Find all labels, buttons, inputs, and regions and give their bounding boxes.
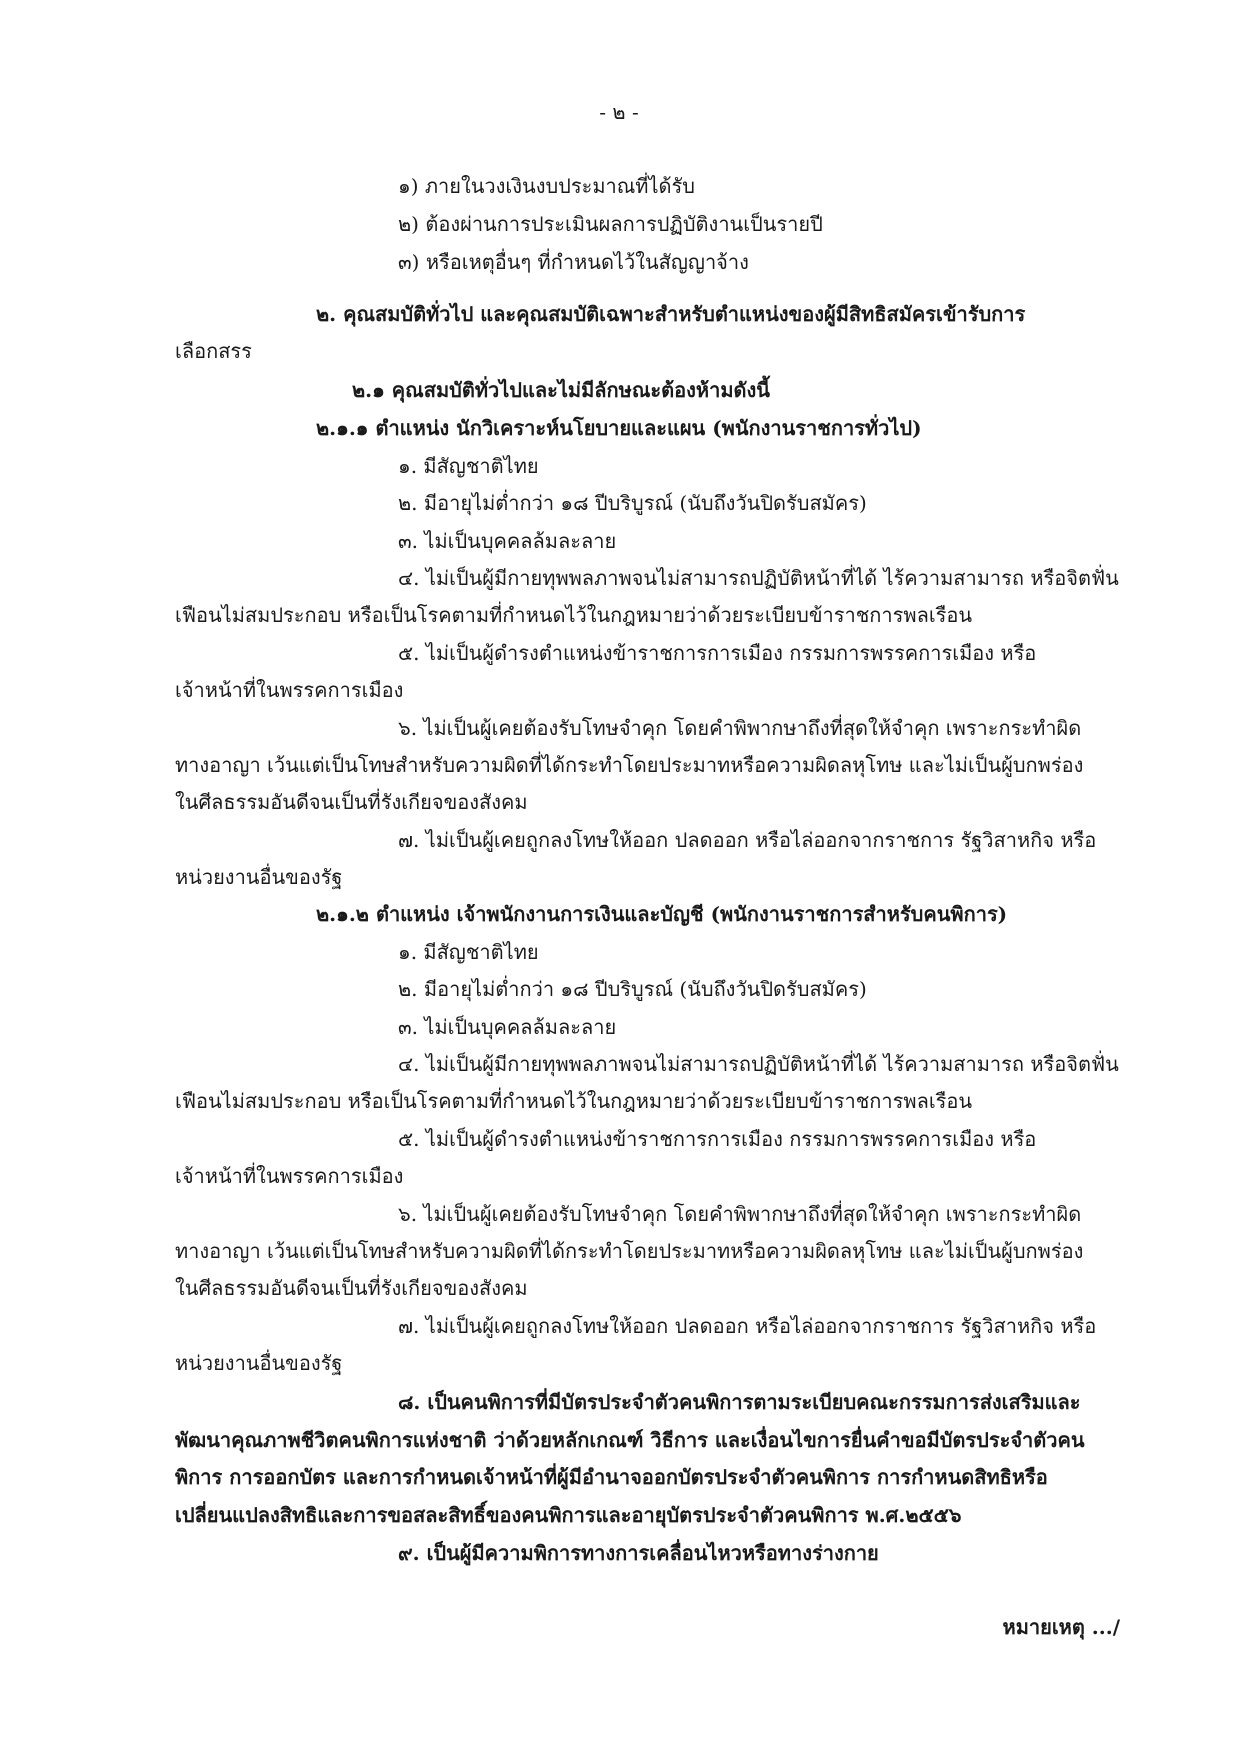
list-item: ๖. ไม่เป็นผู้เคยต้องรับโทษจำคุก โดยคำพิพากษาถึงที่สุดให้จำคุก เพราะกระทำผิด	[398, 1202, 1082, 1226]
list-item: ๗. ไม่เป็นผู้เคยถูกลงโทษให้ออก ปลดออก หรือไล่ออกจากราชการ รัฐวิสาหกิจ หรือ	[398, 1314, 1097, 1338]
paragraph-line: ในศีลธรรมอันดีจนเป็นที่รังเกียจของสังคม	[175, 1276, 528, 1300]
paragraph-line: เจ้าหน้าที่ในพรรคการเมือง	[175, 678, 404, 702]
paragraph-line: หน่วยงานอื่นของรัฐ	[175, 1351, 343, 1375]
list-item: ๓. ไม่เป็นบุคคลล้มละลาย	[398, 529, 617, 553]
list-item: ๔. ไม่เป็นผู้มีกายทุพพลภาพจนไม่สามารถปฏิบัติหน้าที่ได้ ไร้ความสามารถ หรือจิตฟั่น	[398, 1052, 1119, 1076]
list-item-contract: ๓) หรือเหตุอื่นๆ ที่กำหนดไว้ในสัญญาจ้าง	[398, 250, 749, 274]
paragraph-line-bold: พัฒนาคุณภาพชีวิตคนพิการแห่งชาติ ว่าด้วยหลักเกณฑ์ วิธีการ และเงื่อนไขการยื่นคำขอมีบัตรประจำตัวคน	[175, 1428, 1085, 1452]
paragraph-line: เจ้าหน้าที่ในพรรคการเมือง	[175, 1164, 404, 1188]
list-item: ๖. ไม่เป็นผู้เคยต้องรับโทษจำคุก โดยคำพิพากษาถึงที่สุดให้จำคุก เพราะกระทำผิด	[398, 716, 1082, 740]
list-item: ๕. ไม่เป็นผู้ดำรงตำแหน่งข้าราชการการเมือง กรรมการพรรคการเมือง หรือ	[398, 1127, 1037, 1151]
position-heading-2-1-1: ๒.๑.๑ ตำแหน่ง นักวิเคราะห์นโยบายและแผน (พนักงานราชการทั่วไป)	[316, 416, 922, 440]
paragraph-line: เฟือนไม่สมประกอบ หรือเป็นโรคตามที่กำหนดไว้ในกฎหมายว่าด้วยระเบียบข้าราชการพลเรือน	[175, 1089, 973, 1113]
position-heading-2-1-2: ๒.๑.๒ ตำแหน่ง เจ้าพนักงานการเงินและบัญชี (พนักงานราชการสำหรับคนพิการ)	[316, 902, 1008, 926]
list-item-budget: ๑) ภายในวงเงินงบประมาณที่ได้รับ	[398, 174, 695, 198]
list-item-bold: ๘. เป็นคนพิการที่มีบัตรประจำตัวคนพิการตามระเบียบคณะกรรมการส่งเสริมและ	[398, 1390, 1081, 1414]
paragraph-line-bold: พิการ การออกบัตร และการกำหนดเจ้าหน้าที่ผู้มีอำนาจออกบัตรประจำตัวคนพิการ การกำหนดสิทธิหรือ	[175, 1465, 1048, 1489]
list-item: ๕. ไม่เป็นผู้ดำรงตำแหน่งข้าราชการการเมือง กรรมการพรรคการเมือง หรือ	[398, 641, 1037, 665]
paragraph-line: เลือกสรร	[175, 339, 252, 363]
list-item: ๒. มีอายุไม่ต่ำกว่า ๑๘ ปีบริบูรณ์ (นับถึงวันปิดรับสมัคร)	[398, 491, 867, 515]
paragraph-line: ทางอาญา เว้นแต่เป็นโทษสำหรับความผิดที่ได้กระทำโดยประมาทหรือความผิดลหุโทษ และไม่เป็นผู้บกพร่อง	[175, 753, 1084, 777]
page-number: - ๒ -	[599, 100, 639, 124]
paragraph-line: หน่วยงานอื่นของรัฐ	[175, 865, 343, 889]
list-item: ๓. ไม่เป็นบุคคลล้มละลาย	[398, 1015, 617, 1039]
list-item-evaluation: ๒) ต้องผ่านการประเมินผลการปฏิบัติงานเป็นรายปี	[398, 212, 823, 236]
paragraph-line-bold: เปลี่ยนแปลงสิทธิและการขอสละสิทธิ์ของคนพิการและอายุบัตรประจำตัวคนพิการ พ.ศ.๒๕๕๖	[175, 1503, 962, 1527]
list-item: ๔. ไม่เป็นผู้มีกายทุพพลภาพจนไม่สามารถปฏิบัติหน้าที่ได้ ไร้ความสามารถ หรือจิตฟั่น	[398, 566, 1119, 590]
footer-note: หมายเหตุ .../	[1002, 1615, 1120, 1639]
list-item: ๑. มีสัญชาติไทย	[398, 940, 539, 964]
list-item: ๒. มีอายุไม่ต่ำกว่า ๑๘ ปีบริบูรณ์ (นับถึงวันปิดรับสมัคร)	[398, 977, 867, 1001]
subsection-heading-2-1: ๒.๑ คุณสมบัติทั่วไปและไม่มีลักษณะต้องห้ามดังนี้	[352, 378, 770, 402]
paragraph-line: ทางอาญา เว้นแต่เป็นโทษสำหรับความผิดที่ได้กระทำโดยประมาทหรือความผิดลหุโทษ และไม่เป็นผู้บกพร่อง	[175, 1239, 1084, 1263]
list-item: ๗. ไม่เป็นผู้เคยถูกลงโทษให้ออก ปลดออก หรือไล่ออกจากราชการ รัฐวิสาหกิจ หรือ	[398, 828, 1097, 852]
list-item-bold: ๙. เป็นผู้มีความพิการทางการเคลื่อนไหวหรือทางร่างกาย	[398, 1541, 879, 1565]
list-item: ๑. มีสัญชาติไทย	[398, 454, 539, 478]
paragraph-line: ในศีลธรรมอันดีจนเป็นที่รังเกียจของสังคม	[175, 790, 528, 814]
paragraph-line: เฟือนไม่สมประกอบ หรือเป็นโรคตามที่กำหนดไว้ในกฎหมายว่าด้วยระเบียบข้าราชการพลเรือน	[175, 603, 973, 627]
section-heading-2: ๒. คุณสมบัติทั่วไป และคุณสมบัติเฉพาะสำหรับตำแหน่งของผู้มีสิทธิสมัครเข้ารับการ	[316, 302, 1026, 326]
